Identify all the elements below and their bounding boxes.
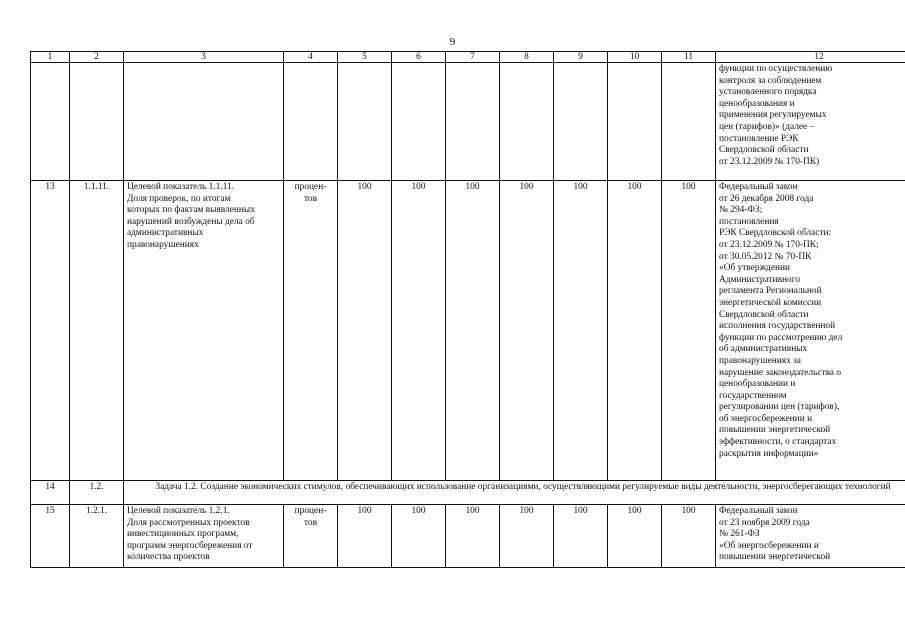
column-number: 9 (554, 52, 608, 63)
legal-basis: Федеральный закон от 23 ноября 2009 года № 261-ФЗ «Об энергосбережении и повышении энергетической (716, 505, 905, 568)
row-code: 1.2.1. (70, 505, 124, 568)
value-cell: 100 (554, 505, 608, 568)
value-cell: 100 (392, 181, 446, 481)
column-number: 8 (500, 52, 554, 63)
row-code: 1.2. (70, 481, 124, 505)
value-cell: 100 (338, 505, 392, 568)
column-number: 12 (716, 52, 905, 63)
value-cell (392, 63, 446, 181)
table-row (31, 63, 905, 181)
value-cell: 100 (446, 505, 500, 568)
row-number (31, 63, 70, 181)
legal-basis: Федеральный закон от 26 декабря 2008 года № 294-ФЗ; постановления РЭК Свердловской области: от 23.12.2009 № 170-ПК; от 30.05.2012 № 70-ПК «Об утверждении Административного регламента Региональной энергетической комиссии Свердловской области исполнения государственной функции по рассмотрению дел об административных правонарушениях за нарушение законодательства о ценообразовании и государственном регулировании цен (тарифов), об энергосбережении и повышении энергетической эффективности, о стандартах раскрытия информации» (716, 181, 905, 481)
task-row (31, 481, 905, 505)
value-cell (554, 63, 608, 181)
value-cell (662, 63, 716, 181)
column-number: 3 (124, 52, 284, 63)
column-number: 11 (662, 52, 716, 63)
table-row (31, 181, 905, 481)
task-text: Задача 1.2. Создание экономических стимулов, обеспечивающих использование организациями, осуществляющими регулируемые виды деятельности, энергосберегающих технологий (124, 481, 905, 505)
indicator-text (124, 63, 284, 181)
value-cell: 100 (662, 181, 716, 481)
value-cell: 100 (554, 181, 608, 481)
table-row (31, 505, 905, 568)
value-cell (500, 63, 554, 181)
row-code (70, 63, 124, 181)
column-number: 10 (608, 52, 662, 63)
value-cell: 100 (500, 181, 554, 481)
row-number: 13 (31, 181, 70, 481)
value-cell: 100 (338, 181, 392, 481)
column-number-row (31, 52, 905, 63)
indicator-text: Целевой показатель 1.1.11. Доля проверок, по итогам которых по фактам выявленных нарушений возбуждены дела об административных правонарушениях (124, 181, 284, 481)
value-cell: 100 (662, 505, 716, 568)
column-number: 5 (338, 52, 392, 63)
value-cell (446, 63, 500, 181)
column-number: 6 (392, 52, 446, 63)
value-cell: 100 (500, 505, 554, 568)
indicators-table (30, 51, 905, 568)
value-cell: 100 (608, 181, 662, 481)
page-number: 9 (449, 36, 456, 48)
row-code: 1.1.11. (70, 181, 124, 481)
unit: процен- тов (284, 505, 338, 568)
row-number: 15 (31, 505, 70, 568)
column-number: 1 (31, 52, 70, 63)
value-cell (338, 63, 392, 181)
column-number: 7 (446, 52, 500, 63)
value-cell (608, 63, 662, 181)
row-number: 14 (31, 481, 70, 505)
column-number: 2 (70, 52, 124, 63)
column-number: 4 (284, 52, 338, 63)
value-cell: 100 (392, 505, 446, 568)
unit (284, 63, 338, 181)
unit: процен- тов (284, 181, 338, 481)
indicator-text: Целевой показатель 1.2.1. Доля рассмотренных проектов инвестиционных программ, программ энергосбережения от количества проектов (124, 505, 284, 568)
value-cell: 100 (608, 505, 662, 568)
value-cell: 100 (446, 181, 500, 481)
legal-basis: функции по осуществлению контроля за соблюдением установленного порядка ценообразования и применения регулируемых цен (тарифов)» (далее – постановление РЭК Свердловской области от 23.12.2009 № 170-ПК) (716, 63, 905, 181)
